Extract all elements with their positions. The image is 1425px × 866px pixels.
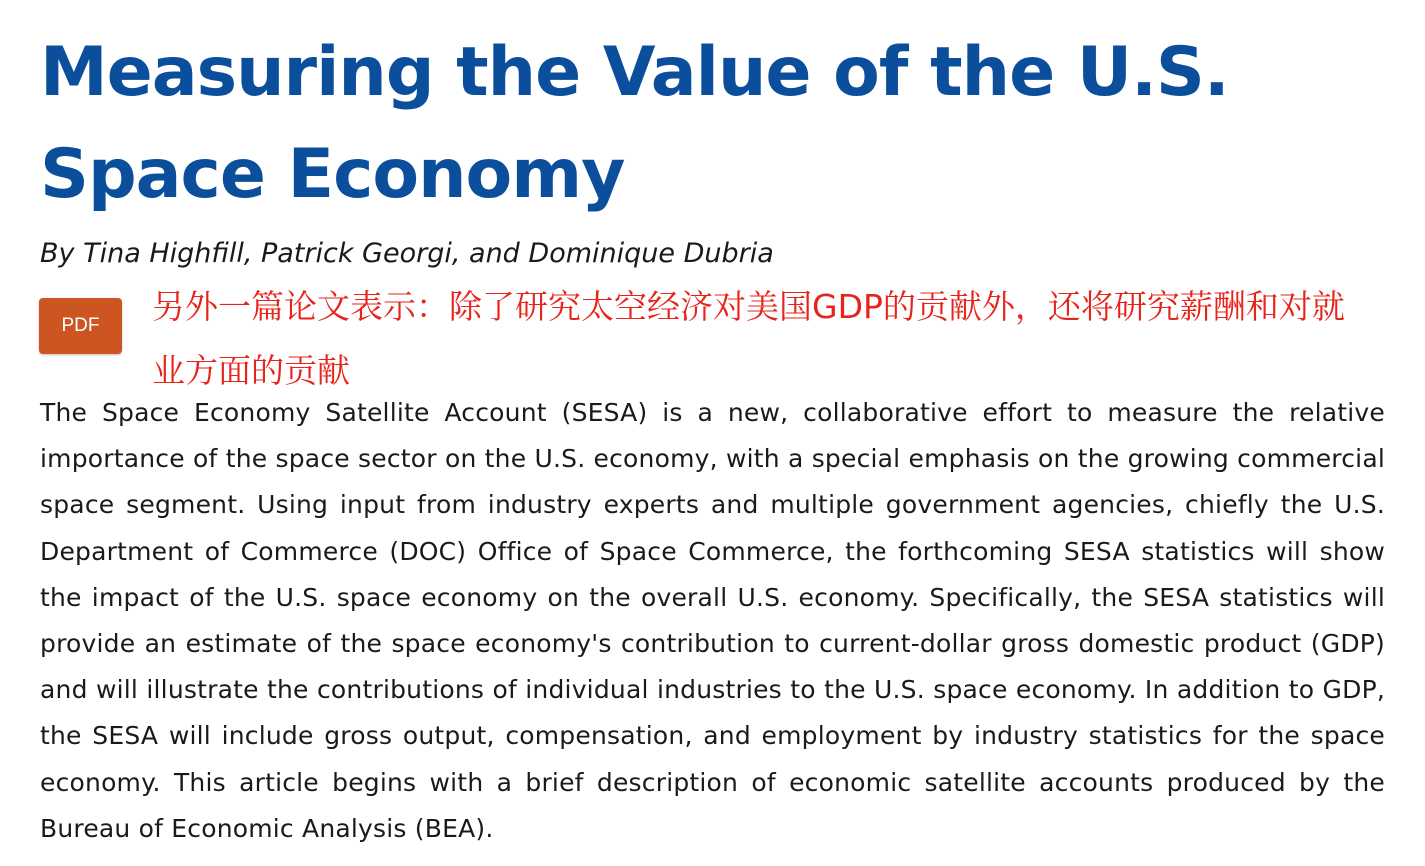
article-title: Measuring the Value of the U.S. Space Economy	[40, 33, 1229, 214]
chinese-annotation: 另外一篇论文表示：除了研究太空经济对美国GDP的贡献外，还将研究薪酬和对就业方面的贡献	[152, 287, 1345, 390]
article-abstract: The Space Economy Satellite Account (SESA) is a new, collaborative effort to measure the relative importance of the space sector on the U.S. economy, with a special emphasis on the growing commercial space segment. Using input from industry experts and multiple government agencies, chiefly the U.S. Department of Commerce (DOC) Office of Space Commerce, the forthcoming SESA statistics will show the impact of the U.S. space economy on the overall U.S. economy. Specifically, the SESA statistics will provide an estimate of the space economy's contribution to current-dollar gross domestic product (GDP) and will illustrate the contributions of individual industries to the U.S. space economy. In addition to GDP, the SESA will include gross output, compensation, and employment by industry statistics for the space economy. This article begins with a brief description of economic satellite accounts produced by the Bureau of Economic Analysis (BEA).	[40, 398, 1385, 843]
pdf-download-button[interactable]: PDF	[39, 298, 122, 354]
article-byline: By Tina Highfill, Patrick Georgi, and Dominique Dubria	[40, 238, 774, 269]
